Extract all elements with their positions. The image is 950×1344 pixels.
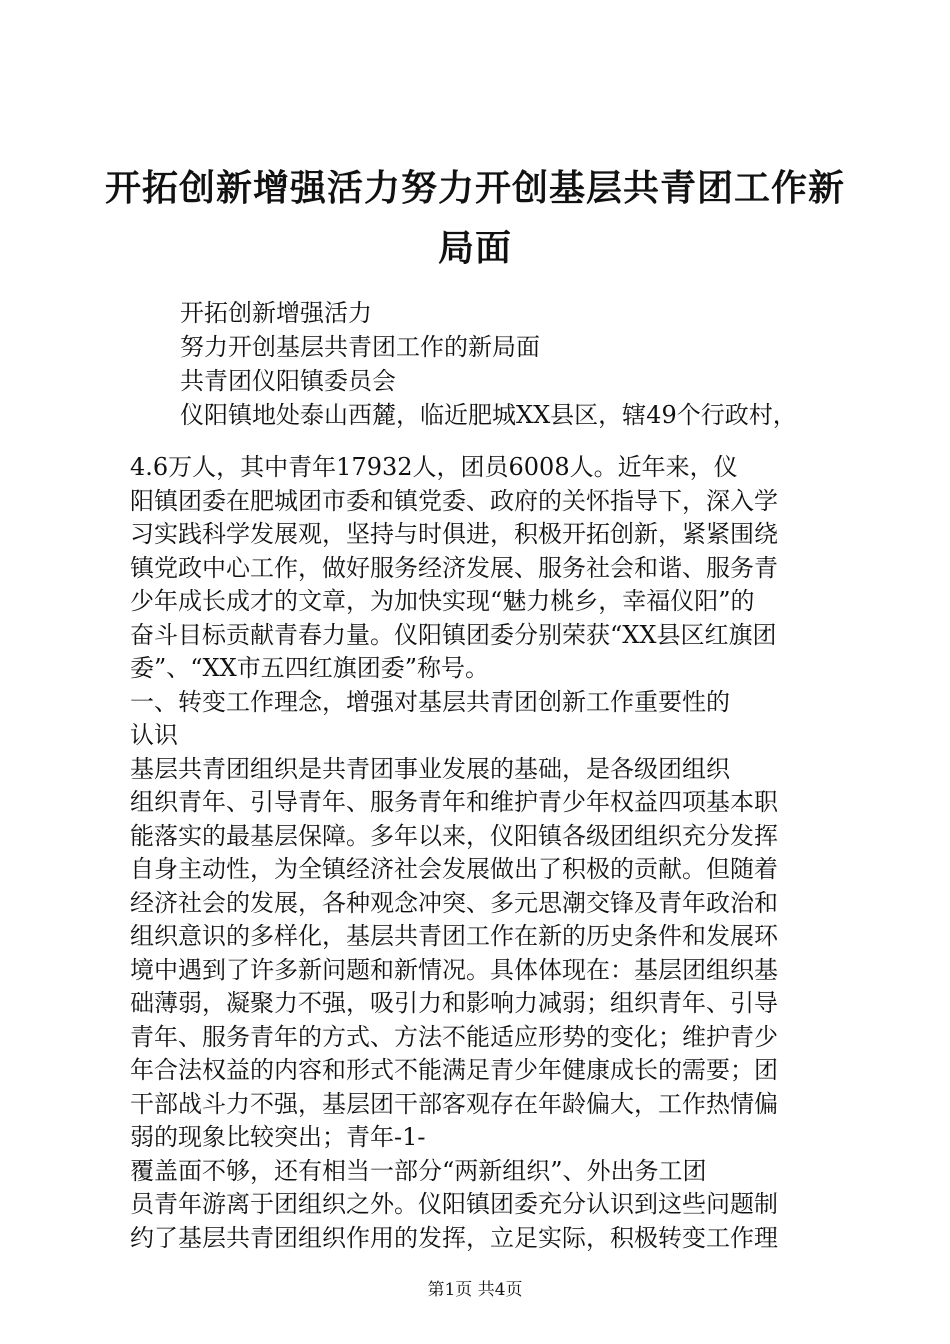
body-line: 基层共青团组织是共青团事业发展的基础，是各级团组织 <box>130 755 730 783</box>
document-title-line-2: 局面 <box>437 227 512 269</box>
header-line: 共青团仪阳镇委员会 <box>180 367 396 395</box>
page-footer: 第1页 共4页 <box>427 1280 523 1300</box>
body-line: 委”、“XX市五四红旗团委”称号。 <box>130 654 489 682</box>
body-line: 习实践科学发展观，坚持与时俱进，积极开拓创新，紧紧围绕 <box>130 520 778 548</box>
body-line: 阳镇团委在肥城团市委和镇党委、政府的关怀指导下，深入学 <box>130 487 778 515</box>
document-title-line-1: 开拓创新增强活力努力开创基层共青团工作新 <box>104 167 845 209</box>
header-line: 开拓创新增强活力 <box>180 299 372 327</box>
body-line: 4.6万人，其中青年17932人，团员6008人。近年来，仪 <box>130 453 738 481</box>
body-line: 约了基层共青团组织作用的发挥，立足实际，积极转变工作理 <box>130 1224 778 1252</box>
body-line: 组织青年、引导青年、服务青年和维护青少年权益四项基本职 <box>130 788 778 816</box>
body-line: 自身主动性，为全镇经济社会发展做出了积极的贡献。但随着 <box>130 855 778 883</box>
body-line: 少年成长成才的文章，为加快实现“魅力桃乡，幸福仪阳”的 <box>130 587 755 615</box>
body-line: 弱的现象比较突出；青年-1- <box>130 1123 426 1151</box>
body-line: 一、转变工作理念，增强对基层共青团创新工作重要性的 <box>130 688 730 716</box>
body-line: 干部战斗力不强，基层团干部客观存在年龄偏大，工作热情偏 <box>130 1090 778 1118</box>
body-line: 奋斗目标贡献青春力量。仪阳镇团委分别荣获“XX县区红旗团 <box>130 621 777 649</box>
body-line: 青年、服务青年的方式、方法不能适应形势的变化；维护青少 <box>130 1023 778 1051</box>
body-line: 能落实的最基层保障。多年以来，仪阳镇各级团组织充分发挥 <box>130 822 778 850</box>
header-line: 努力开创基层共青团工作的新局面 <box>180 333 540 361</box>
header-line: 仪阳镇地处泰山西麓，临近肥城XX县区，辖49个行政村， <box>180 401 797 429</box>
body-line: 员青年游离于团组织之外。仪阳镇团委充分认识到这些问题制 <box>130 1190 778 1218</box>
body-line: 境中遇到了许多新问题和新情况。具体体现在：基层团组织基 <box>130 956 778 984</box>
body-line: 覆盖面不够，还有相当一部分“两新组织”、外出务工团 <box>130 1157 707 1185</box>
body-line: 经济社会的发展，各种观念冲突、多元思潮交锋及青年政治和 <box>130 889 778 917</box>
body-line: 组织意识的多样化，基层共青团工作在新的历史条件和发展环 <box>130 922 778 950</box>
body-line: 镇党政中心工作，做好服务经济发展、服务社会和谐、服务青 <box>130 554 778 582</box>
body-line: 认识 <box>130 721 178 749</box>
body-line: 础薄弱，凝聚力不强，吸引力和影响力减弱；组织青年、引导 <box>130 989 778 1017</box>
body-line: 年合法权益的内容和形式不能满足青少年健康成长的需要；团 <box>130 1056 778 1084</box>
